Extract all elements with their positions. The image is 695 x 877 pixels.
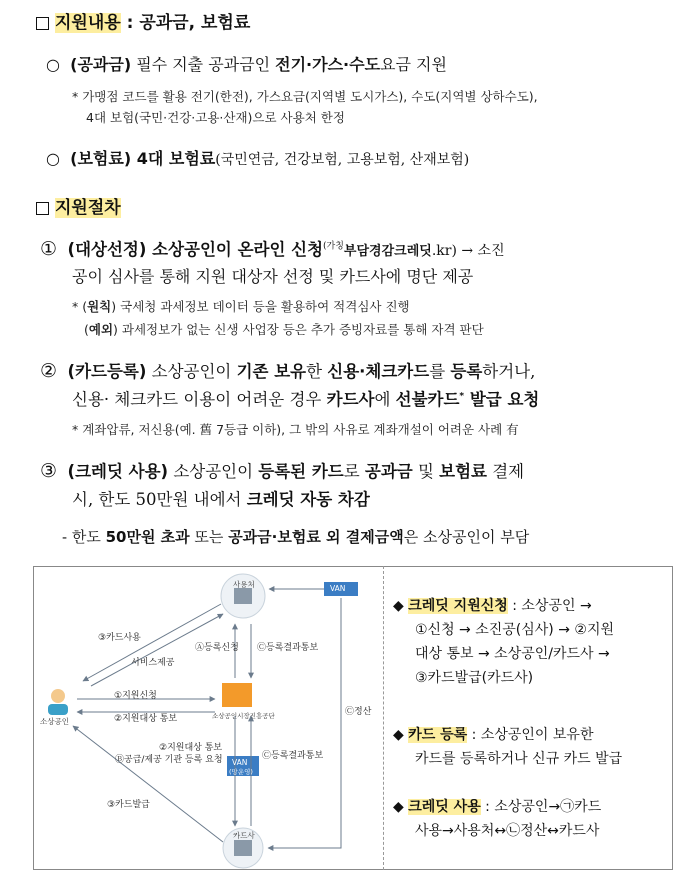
step-number: ① [40, 238, 58, 260]
note-line: * 계좌압류, 저신용(예. 舊 7등급 이하), 그 밖의 사유로 계좌개설이 어려운 사례 有 [72, 422, 519, 437]
panel-text: : 소상공인→㉠카드 [480, 799, 602, 815]
superscript: (가칭 [323, 241, 344, 252]
step-text: - 한도 [62, 528, 106, 546]
step-text: 로 [343, 462, 365, 481]
note-line: 4대 보험(국민·건강·고용·산재)으로 사용처 한정 [86, 110, 345, 125]
van-mid-label: VAN [232, 758, 248, 767]
step-3-dash-note [62, 526, 529, 547]
panel-text: : 소상공인이 보유한 [467, 727, 594, 743]
sme-label: 소상공인 [40, 717, 69, 726]
item-head: (공과금) [70, 55, 132, 74]
building-icon [234, 588, 252, 604]
step-bold: 50만원 초과 [105, 528, 190, 546]
step-bold: 공과금 [364, 462, 413, 481]
c-result-mid-label: Ⓒ등록결과통보 [262, 751, 324, 761]
diamond-bullet-icon: ◆ [393, 727, 404, 743]
superscript: * [459, 391, 465, 402]
step-text: 하거나, [482, 362, 536, 381]
step-text: 소상공인이 [146, 362, 237, 381]
diamond-bullet-icon: ◆ [393, 598, 404, 614]
step-text: 시, 한도 50만원 내에서 [72, 490, 247, 509]
checkbox-square-icon [36, 202, 49, 215]
van-mid-sublabel: (망운영) [229, 768, 253, 776]
flow-diagram [33, 566, 383, 870]
service-label: 서비스제공 [131, 658, 175, 668]
van-top-label: VAN [330, 584, 346, 593]
step-text: 한 [306, 362, 328, 381]
panel-text: 카드를 등록하거나 신규 카드 발급 [415, 751, 623, 767]
card-use-label: ③카드사용 [98, 633, 141, 643]
step-head: (대상선정) 소상공인이 온라인 신청 [67, 240, 324, 259]
apply-label: ①지원신청 [114, 691, 157, 701]
note-text: ) 과세정보가 없는 신생 사업장 등은 추가 증빙자료를 통해 자격 판단 [113, 322, 484, 337]
step-bold: 선불카드 [395, 390, 460, 409]
section-label: 지원내용 [55, 13, 121, 33]
step-text: 소상공인이 [168, 462, 259, 481]
item-insurance [46, 146, 469, 169]
step-1-line-2: 공이 심사를 통해 지원 대상자 선정 및 카드사에 명단 제공 [72, 267, 474, 286]
step-bold: 공과금·보험료 외 결제금액 [228, 528, 404, 546]
step-text: 및 [412, 462, 440, 481]
c-result-top-label: Ⓒ등록결과통보 [257, 643, 319, 653]
note-bold: 예외 [88, 322, 114, 337]
item-head: (보험료) 4대 보험료 [70, 149, 216, 168]
step-number: ③ [40, 460, 58, 482]
section-label: 지원절차 [55, 198, 121, 218]
step-bold: 카드사 [326, 390, 375, 409]
person-head-icon [51, 689, 65, 703]
section-procedure-header [36, 193, 121, 218]
section-content-header [36, 8, 250, 33]
notify-label: ②지원대상 통보 [114, 714, 178, 724]
item-text: 필수 지출 공과금인 [131, 55, 276, 74]
step-bold: 크레딧 자동 차감 [246, 490, 370, 509]
person-body-icon [48, 704, 68, 715]
step-1-line-1 [40, 236, 505, 260]
section-subtitle: : 공과금, 보험료 [120, 13, 251, 33]
step-text: 를 [429, 362, 451, 381]
item-bold: 전기·가스·수도 [275, 55, 381, 74]
panel-text: : 소상공인 → [507, 598, 592, 614]
step-text: .kr) → 소진 [431, 243, 505, 259]
arrow-settle [268, 598, 341, 848]
panel-text: ①신청 → 소진공(심사) → ②지원 [415, 622, 615, 638]
diagram-divider [383, 566, 384, 870]
step-bold: 발급 요청 [464, 390, 540, 409]
step-2-line-2 [72, 386, 539, 410]
note-line: * 가맹점 코드를 활용 전기(한전), 가스요금(지역별 도시가스), 수도(지역별 상하수도), [72, 89, 538, 104]
item-text: 요금 지원 [380, 55, 447, 74]
agency-label: 소상공인시장진흥공단 [212, 712, 275, 720]
bullet-circle-icon: ○ [46, 55, 60, 74]
panel-card-register [393, 723, 669, 771]
step-head: (카드등록) [67, 362, 147, 381]
note-text: ) 국세청 과세정보 데이터 등을 활용하여 적격심사 진행 [111, 299, 410, 314]
item-utilities [46, 52, 447, 75]
step-bold: 보험료 [439, 462, 487, 481]
notify2-label: ②지원대상 통보 [159, 743, 223, 753]
user-place-label: 사용처 [233, 580, 255, 589]
site-name: 부담경감크레딧 [343, 244, 432, 259]
step-bold: 등록 [450, 362, 483, 381]
agency-building-icon [222, 683, 252, 707]
note-bold: 원칙 [87, 299, 112, 314]
step-text: 결제 [487, 462, 525, 481]
step-text: 또는 [189, 528, 229, 546]
step-3-line-1 [40, 458, 524, 482]
step-2-line-1 [40, 358, 535, 382]
panel-credit-apply [393, 594, 669, 690]
panel-text: 사용→사용처↔㉡정산↔카드사 [415, 823, 600, 839]
a-reg-label: Ⓐ등록신청 [195, 643, 239, 653]
panel-text: ③카드발급(카드사) [415, 670, 534, 686]
step-3-line-2 [72, 486, 370, 510]
note-line [72, 297, 410, 315]
building-icon [234, 840, 252, 856]
step-text: 신용· 체크카드 이용이 어려운 경우 [72, 390, 327, 409]
note-text: ( [84, 322, 89, 337]
panel-bold: 크레딧 사용 [408, 799, 481, 815]
panel-bold: 크레딧 지원신청 [408, 598, 508, 614]
bullet-circle-icon: ○ [46, 149, 60, 168]
panel-credit-use [393, 795, 669, 843]
step-bold: 등록된 카드 [258, 462, 344, 481]
card-company-label: 카드사 [233, 831, 255, 840]
panel-bold: 카드 등록 [408, 727, 468, 743]
step-text: 에 [374, 390, 396, 409]
step-bold: 신용·체크카드 [327, 362, 430, 381]
card-issue-label: ③카드발급 [107, 800, 150, 810]
checkbox-square-icon [36, 17, 49, 30]
diamond-bullet-icon: ◆ [393, 799, 404, 815]
b-supply-label: Ⓑ공급/제공 기관 등록 요청 [115, 755, 223, 765]
note-line [84, 320, 484, 338]
settle-label: Ⓒ정산 [345, 707, 372, 717]
note-text: * ( [72, 299, 88, 314]
step-number: ② [40, 360, 58, 382]
item-text: (국민연금, 건강보험, 고용보험, 산재보험) [215, 152, 470, 168]
step-bold: 기존 보유 [236, 362, 307, 381]
step-head: (크레딧 사용) [67, 462, 169, 481]
step-text: 은 소상공인이 부담 [403, 528, 530, 546]
panel-text: 대상 통보 → 소상공인/카드사 → [415, 646, 610, 662]
